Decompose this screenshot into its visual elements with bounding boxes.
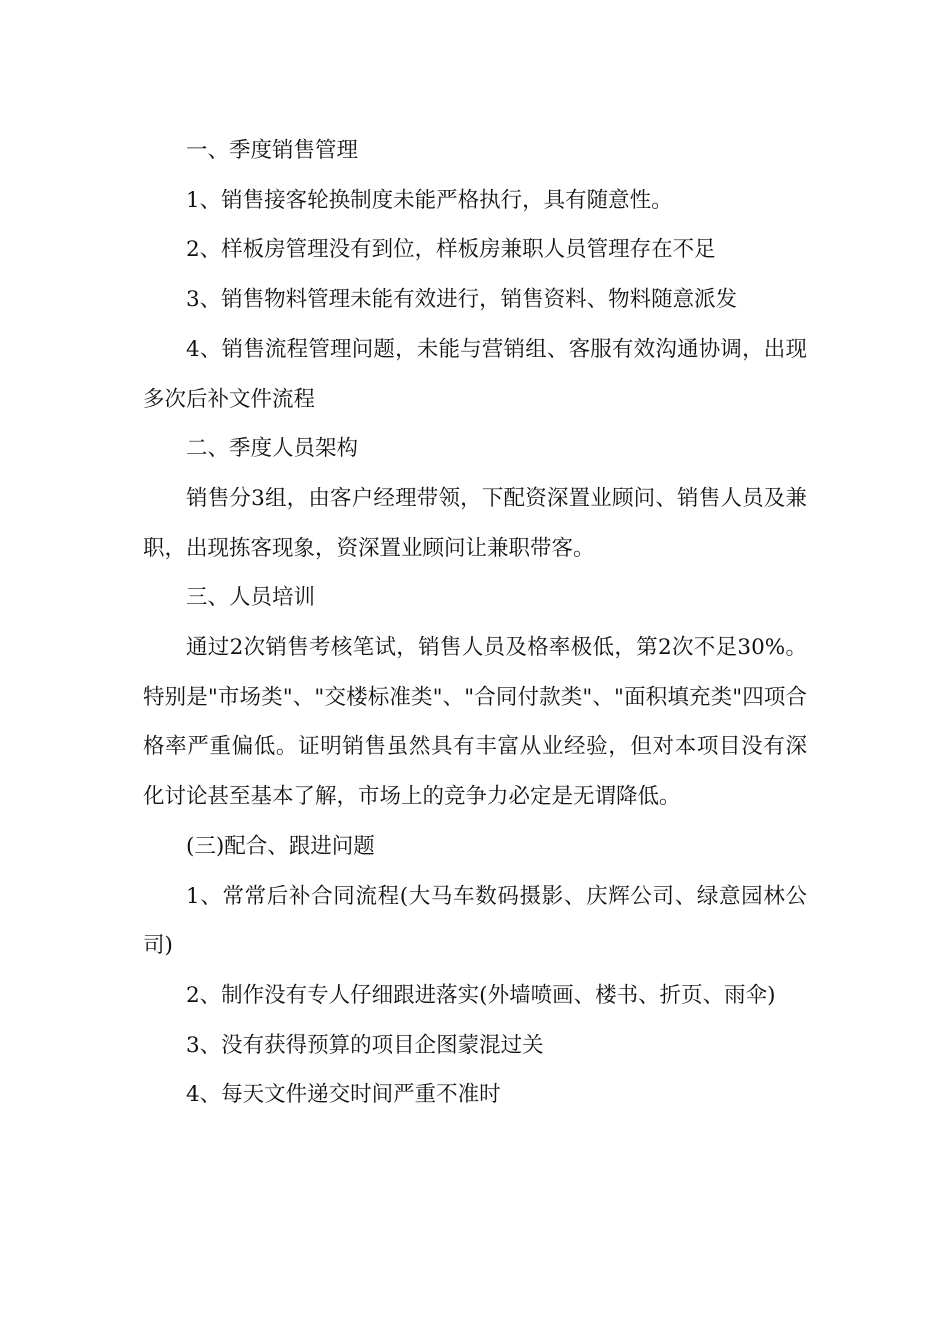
- list-item: 1、常常后补合同流程(大马车数码摄影、庆辉公司、绿意园林公司): [143, 883, 807, 959]
- section-heading-staff-training: 三、人员培训: [186, 585, 316, 611]
- list-item: 4、每天文件递交时间严重不准时: [186, 1082, 501, 1108]
- document-body: [143, 126, 807, 1120]
- body-paragraph: 销售分3组，由客户经理带领，下配资深置业顾问、销售人员及兼职，出现拣客现象，资深置业顾问让兼职带客。: [143, 485, 807, 561]
- section-heading-quarterly-staff-structure: 二、季度人员架构: [186, 436, 359, 462]
- body-paragraph: 通过2次销售考核笔试，销售人员及格率极低，第2次不足30%。特别是"市场类"、"交楼标准类"、"合同付款类"、"面积填充类"四项合格率严重偏低。证明销售虽然具有丰富从业经验，但对本项目没有深化讨论甚至基本了解，市场上的竞争力必定是无谓降低。: [143, 635, 807, 810]
- list-item: 2、制作没有专人仔细跟进落实(外墙喷画、楼书、折页、雨伞): [186, 982, 776, 1008]
- list-item: 1、销售接客轮换制度未能严格执行，具有随意性。: [186, 187, 673, 213]
- list-item: 2、样板房管理没有到位，样板房兼职人员管理存在不足: [186, 237, 716, 263]
- section-heading-coordination-followup: (三)配合、跟进问题: [186, 833, 375, 859]
- list-item: 4、销售流程管理问题，未能与营销组、客服有效沟通协调，出现多次后补文件流程: [143, 336, 807, 412]
- list-item: 3、没有获得预算的项目企图蒙混过关: [186, 1032, 544, 1058]
- section-heading-quarterly-sales-management: 一、季度销售管理: [186, 138, 359, 163]
- list-item: 3、销售物料管理未能有效进行，销售资料、物料随意派发: [186, 287, 738, 313]
